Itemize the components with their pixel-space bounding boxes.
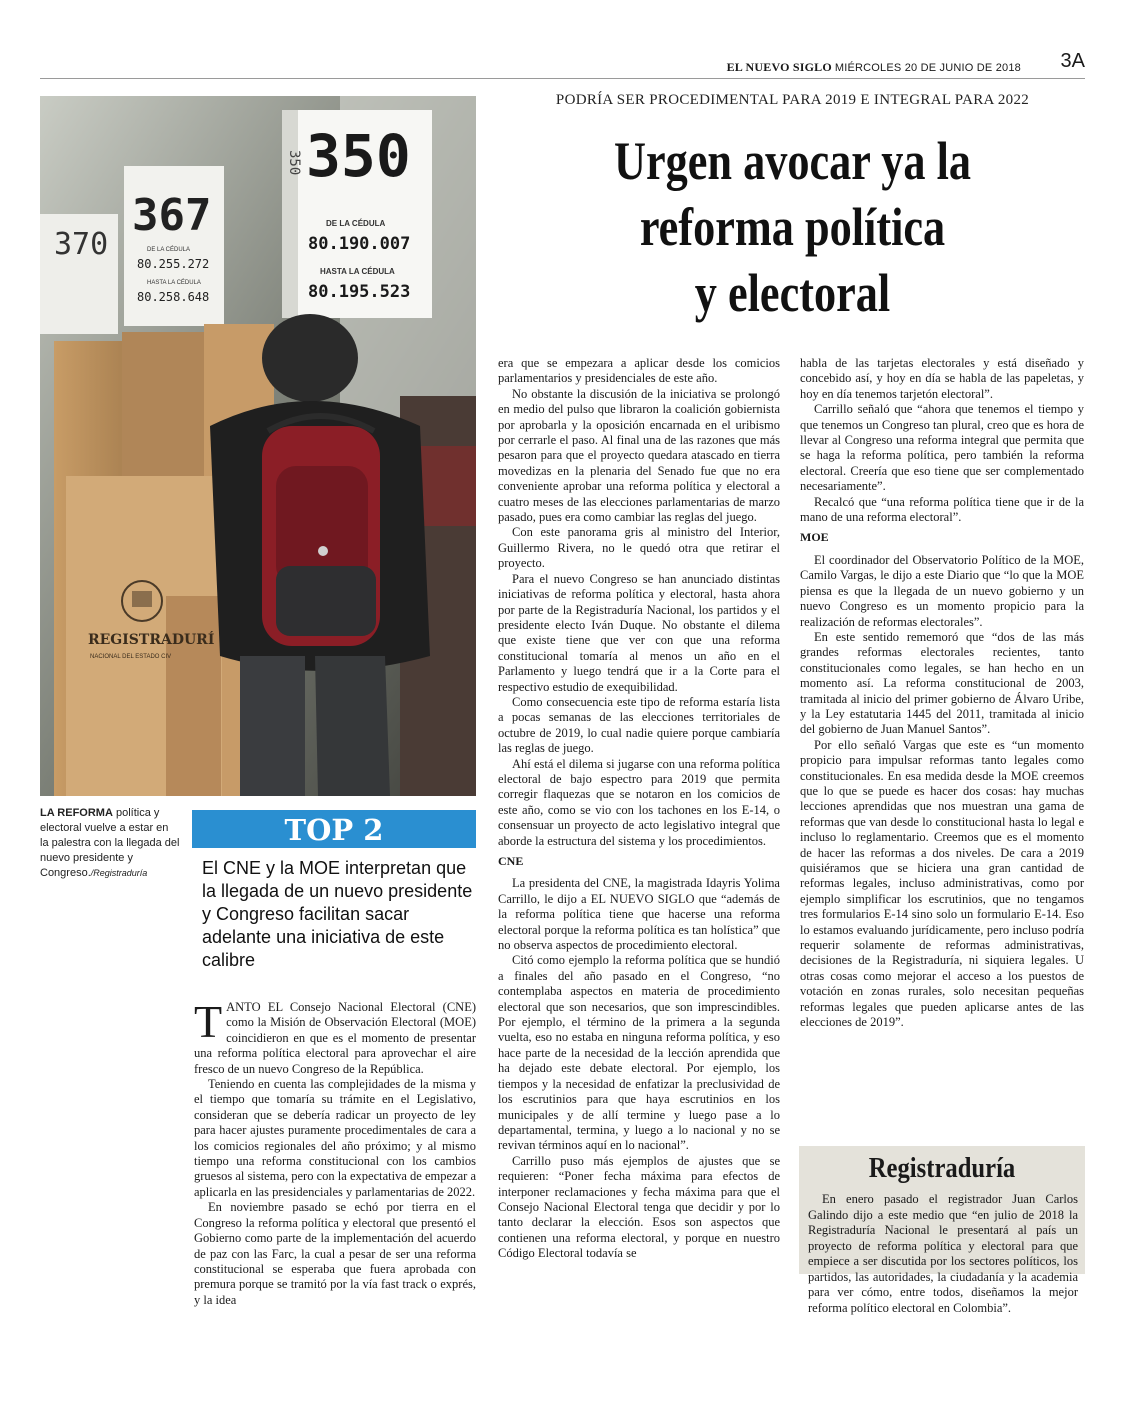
caption-lead: LA REFORMA — [40, 807, 113, 819]
paragraph: En noviembre pasado se echó por tierra en el Congreso la reforma política y electoral que presentó el Gobierno como parte de la implementación del acuerdo de paz con las Farc, la cual a pesar de ser una reforma constitucional se esperaba que fuera aprobada con premura porque se tramitó por la vía fast track o exprés, y la idea — [194, 1200, 476, 1307]
article-column-3 — [800, 356, 1084, 1030]
newspaper-name: EL NUEVO SIGLO MIÉRCOLES 20 DE JUNIO DE 2018 — [726, 60, 1021, 74]
sign-367-from-label: DE LA CÉDULA — [147, 247, 191, 253]
paragraph: Carrillo señaló que “ahora que tenemos el tiempo y que tenemos un Congreso tan plural, creo que es hora de llevar al Congreso una reforma integral que permita que se haga la reforma política, pero también la reforma electoral. Creería que eso tiene que ser complementado necesariamente”. — [800, 402, 1084, 494]
registraduria-box — [799, 1146, 1085, 1315]
headline — [553, 128, 1033, 326]
paragraph: Con este panorama gris al ministro del Interior, Guillermo Rivera, no le quedó otra que retirar el proyecto. — [498, 525, 780, 571]
caption-text: política y electoral vuelve a estar en la palestra con la llegada del nuevo presidente y Congreso. — [40, 807, 180, 879]
sign-367-to: 80.258.648 — [137, 290, 210, 304]
paragraph: Citó como ejemplo la reforma política que se hundió a finales del año pasado en el Congreso, “no contemplaba aspectos en materia de procedimiento electoral que son necesarios, que son imprescindibles. Por ejemplo, el término de la primera a la segunda vuelta, eso no estaba en ninguna reforma política, y eso hace parte de la necesidad de la lección aprendida que ha dejado este debate electoral. Por ejemplo, los tiempos y la necesidad de enfatizar la preclusividad de los escrutinios para que haya escrutinios en los municipales y de allí termine y luego pase a lo departamental, termina, y luego a lo nacional y no se revivan términos aquí en lo nacional”. — [498, 953, 780, 1153]
sign-350-from-label: DE LA CÉDULA — [326, 219, 386, 228]
sign-350-to-label: HASTA LA CÉDULA — [320, 267, 395, 276]
paragraph: La presidenta del CNE, la magistrada Idayris Yolima Carrillo, le dijo a EL NUEVO SIGLO que “además de la reforma política tiene que hacerse una reforma electoral porque la reforma política es tan holística” que no observa aspectos de procedimiento electoral. — [498, 876, 780, 953]
paragraph: Para el nuevo Congreso se han anunciado distintas iniciativas de reforma política y electoral, hasta ahora por parte de la Registraduría Nacional, los partidos y el presidente electo Iván Duque. No obstante el dilema que existe tiene que ver con que una reforma constitucional tomaría al menos un año en el Parlamento y luego tendrá que ir a la Corte para el respectivo estudio de exequibilidad. — [498, 571, 780, 694]
booth-sub-label: NACIONAL DEL ESTADO CIV — [90, 654, 172, 660]
sign-350-from: 80.190.007 — [308, 234, 411, 254]
sign-350-number: 350 — [306, 122, 411, 190]
paragraph: Teniendo en cuenta las complejidades de la misma y el tiempo que tomaría su trámite en el Legislativo, consideran que se debería radicar un proyecto de ley para hacer ajustes puramente procedimentales de cara a los comicios regionales del año próximo; y al mismo tiempo una reforma constitucional con los cambios gruesos al sistema, pero con la expectativa de empezar a aplicarla en las presidenciales y parlamentarias de 2022. — [194, 1077, 476, 1199]
paragraph: En este sentido rememoró que “dos de las más grandes reformas electorales recientes, tanto constitucionales como legales, se han hecho en un momento así. La reforma constitucional de 2003, tramitada al inicio del primer gobierno de Álvaro Uribe, y la Ley estatutaria 1445 del 2011, tramitada al inicio del gobierno de Juan Manuel Santos”. — [800, 629, 1084, 737]
sign-367-to-label: HASTA LA CÉDULA — [147, 280, 201, 286]
drop-cap: T — [194, 996, 223, 1047]
subheading-cne: CNE — [498, 854, 524, 868]
paragraph: No obstante la discusión de la iniciativa se prolongó en medio del pulso que libraron la coalición gobiernista por aprobarla y la oposición encarnada en el uribismo por cerrarle el paso. Al final una de las razones que más pesaron para que el proyecto quedara atascado en tierra movedizas en la plenaria del Senado fue que no era conveniente aprobar una reforma política y electoral a cuatro meses de las elecciones parlamentarias de marzo pasado, pues era como cambiar las reglas del juego. — [498, 386, 780, 525]
article-column-1 — [194, 996, 476, 1308]
headline-line-3: y electoral — [694, 263, 891, 323]
photo-caption — [40, 806, 180, 881]
paragraph: El coordinador del Observatorio Político de la MOE, Camilo Vargas, le dijo a este Diario que “lo que la MOE piensa es que la llegada de un nuevo gobierno y un nuevo Congreso es un momento propicio para la realización de reformas electorales”. — [800, 552, 1084, 629]
article-column-2 — [498, 356, 780, 1262]
paragraph: Carrillo puso más ejemplos de ajustes que se requieren: “Poner fecha máxima para efectos de interponer reclamaciones y fecha máxima para que el Consejo Nacional Electoral tenga que decidir y por lo tanto declarar la elección. Esos son aspectos que contienen una reforma electoral, y porque en nuestro Código Electoral todavía se — [498, 1153, 780, 1261]
issue-date: MIÉRCOLES 20 DE JUNIO DE 2018 — [834, 62, 1021, 74]
headline-line-1: Urgen avocar ya la — [613, 131, 972, 191]
booth-registraduria-label: REGISTRADURÍ — [88, 632, 215, 648]
page-number: 3A — [1060, 50, 1085, 72]
caption-credit: /Registraduría — [90, 868, 148, 878]
sign-367-number: 367 — [132, 190, 212, 241]
paragraph: Ahí está el dilema si jugarse con una reforma política electoral de bajo espectro para 2019 que permita corregir flaquezas que se notaron en los comicios de este año, como se vio con los tachones en los E-14, o consensuar un proyecto de acto legislativo integral que aborde la estructura del sistema y los procedimientos. — [498, 756, 780, 848]
box-text: En enero pasado el registrador Juan Carlos Galindo dijo a este medio que “en julio de 2018 la Registraduría Nacional le presentará al país un proyecto de reforma política y electoral para que empiece a ser discutida por los sectores políticos, los partidos, las autoridades, la ciudadanía y la academia para ver cómo, entre todos, diseñamos la mejor reforma político electoral en Colombia”. — [808, 1192, 1078, 1315]
lead-paragraph: TANTO EL Consejo Nacional Electoral (CNE) como la Misión de Observación Electoral (MOE) coincidieron en que es el momento de presentar una reforma política electoral para aprovechar el aire fresco de un nuevo Congreso de la República. — [194, 996, 476, 1076]
paragraph: habla de las tarjetas electorales y está diseñado y concebido así, y hoy en día se habla de las papeletas, y hoy en día tenemos tarjetón electoral”. — [800, 356, 1084, 401]
sign-367-from: 80.255.272 — [137, 257, 210, 271]
subheading-moe: MOE — [800, 530, 829, 545]
box-title: Registraduría — [868, 1152, 1016, 1184]
top2-summary: El CNE y la MOE interpretan que la llegada de un nuevo presidente y Congreso facilitan sacar adelante una iniciativa de este calibre — [202, 858, 473, 970]
top2-banner: TOP 2 — [192, 810, 476, 848]
sign-350-to: 80.195.523 — [308, 282, 411, 302]
headline-line-2: reforma política — [639, 197, 946, 257]
paragraph: Como consecuencia este tipo de reforma estaría lista a pocas semanas de las elecciones territoriales de octubre de 2019, lo cual nadie quiere porque cambiaría las reglas de juego. — [498, 694, 780, 756]
sign-side-number: 350 — [286, 150, 302, 176]
paragraph: era que se empezara a aplicar desde los comicios parlamentarios y presidenciales de este año. — [498, 356, 780, 386]
kicker: PODRÍA SER PROCEDIMENTAL PARA 2019 E INTEGRAL PARA 2022 — [555, 92, 1030, 108]
paragraph: Por ello señaló Vargas que este es “un momento propicio para impulsar reformas tanto legales como constitucionales. En esa medida desde la MOE creemos que lo que se puede es hacer dos cosas: hay muchas lecciones aprendidas que nos muestran una gama de reformas que van desde lo constitucional hasta lo legal e incluso lo reglamentario. Creemos que es el momento de hacer las reformas a dos niveles. De cara a 2019 quisiéramos que se hiciera una gran cantidad de reformas legales, incluso administrativas, como por ejemplo simplificar los escrutinios, que no tengamos tres formularios E-14 sino solo un formulario E-14. Eso lo estamos evaluando jurídicamente, pero incluso podría requerir solamente de reformas administrativas, decisiones de la Registraduría, ni siquiera legales. U otras cosas como mejorar el acceso a los puestos de votación en zonas rurales, solo necesitan pequeñas reformas legales que pueden aplicarse antes de las elecciones de 2019”. — [800, 737, 1084, 1030]
page-header — [40, 48, 1085, 79]
sign-370-number: 370 — [54, 227, 109, 262]
paragraph: Recalcó que “una reforma política tiene que ir de la mano de una reforma electoral”. — [800, 494, 1084, 525]
voting-booth-photo — [40, 96, 476, 796]
